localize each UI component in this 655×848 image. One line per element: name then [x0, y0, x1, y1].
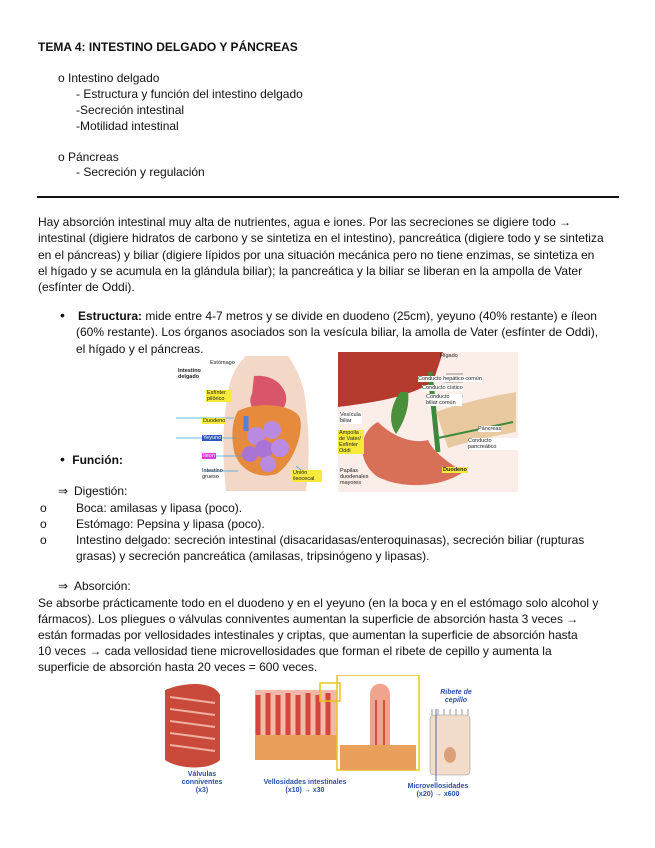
absorcion-line: 10 veces → cada vellosidad tiene microvellosidades que forman el ribete de cepillo y aumenta la — [38, 644, 552, 658]
absorcion-line: fármacos). Los pliegues o válvulas conniventes aumentan la superficie de absorción hasta 3 veces → — [38, 612, 579, 626]
label-duodeno: Duodeno — [203, 418, 226, 424]
digestion-item: grasas) y secreción pancreática (amilasas, tripsinógeno y lipasas). — [76, 549, 430, 563]
label-estomago: Estómago — [210, 360, 235, 366]
intro-paragraph — [38, 214, 618, 295]
figure-absorption-surface — [160, 675, 480, 805]
digestion-heading-text: Digestión: — [74, 484, 128, 498]
absorcion-line: Se absorbe prácticamente todo en el duodeno y en el yeyuno (en la boca y en el estómago solo alcohol y — [38, 596, 599, 610]
figure-liver-pancreas — [338, 352, 518, 492]
digestion-list — [40, 500, 620, 564]
implies-arrow-icon: ⇒ — [58, 579, 69, 593]
page-title: TEMA 4: INTESTINO DELGADO Y PÁNCREAS — [38, 40, 298, 54]
label-esfinter: Esfínter pilórico — [206, 390, 232, 402]
estructura-label: Estructura: — [78, 309, 143, 323]
label-ileon: Íleon — [203, 453, 215, 459]
absorcion-heading-text: Absorción: — [74, 579, 131, 593]
outline-subitem: -Motilidad intestinal — [76, 119, 179, 133]
estructura-text: el hígado y el páncreas. — [76, 341, 204, 356]
digestion-heading — [58, 484, 127, 498]
outline-subitem: -Secreción intestinal — [76, 103, 185, 117]
absorcion-paragraph — [38, 595, 618, 675]
figure-digestive-tract — [176, 356, 326, 491]
absorcion-heading — [58, 579, 131, 593]
label-duodeno2: Duodeno — [443, 467, 467, 473]
label-conducto-hepatico: Conducto hepático común — [418, 376, 482, 382]
funcion-label: Función: — [72, 453, 123, 467]
intro-line: en el páncreas) y biliar (digiere lípidos por una situación mecánica pero no tiene enzimas, se sintetiza en — [38, 247, 595, 262]
funcion-bullet — [60, 451, 123, 467]
label-conducto-cistico: Conducto cístico — [422, 385, 463, 391]
label-union-ileocecal: Unión ileocecal — [292, 470, 322, 482]
bullet-dot-icon: • — [60, 307, 65, 323]
divider-rule — [37, 196, 619, 198]
label-ampolla: Ampolla de Vater/ Esfínter Oddi — [338, 430, 364, 454]
estructura-text: (60% restante). Los órganos asociados son la vesícula biliar, la amolla de Vater (esfínter de Oddi), — [76, 325, 599, 340]
outline-subitem: - Secreción y regulación — [76, 165, 205, 179]
label-intestino-grueso: Intestino grueso — [202, 468, 223, 480]
intro-line: intestinal (digiere hidratos de carbono y se sintetiza en el intestino), pancreática (digiere todo y se sintetiza — [38, 231, 604, 246]
estructura-bullet — [60, 308, 620, 357]
label-intestino-delgado: Intestino delgado — [178, 368, 201, 380]
label-conducto-pancreatico: Conducto pancreático — [468, 438, 518, 450]
digestion-item: Estómago: Pepsina y lipasa (poco). — [76, 517, 265, 531]
label-conducto-biliar: Conducto biliar común — [426, 394, 462, 406]
outline-subitem: - Estructura y función del intestino delgado — [76, 87, 303, 101]
label-yeyuno: Yeyuno — [203, 435, 222, 441]
list-marker: o — [40, 533, 47, 547]
caption-valvulas: Válvulas conniventes (x3) — [181, 771, 223, 794]
label-pancreas: Páncreas — [478, 426, 502, 432]
implies-arrow-icon: ⇒ — [58, 484, 69, 498]
digestion-item: Boca: amilasas y lipasa (poco). — [76, 501, 243, 515]
caption-vellosidades: Vellosidades intestinales (x10) → x30 — [263, 779, 347, 794]
list-marker: o — [40, 517, 47, 531]
bullet-dot-icon: • — [60, 451, 65, 467]
absorcion-line: están formadas por vellosidades intestinales y criptas, que aumentan la superficie de absorción hasta — [38, 628, 578, 642]
intro-line: el hígado y se acumula en la glándula biliar); la pancreática y la biliar se liberan en la ampolla de Vater — [38, 263, 583, 278]
outline-item-pancreas: o Páncreas — [58, 150, 119, 164]
absorcion-line: superficie de absorción hasta 20 veces = 600 veces. — [38, 660, 318, 674]
estructura-text: mide entre 4-7 metros y se divide en duodeno (25cm), yeyuno (40% restante) e íleon — [142, 309, 597, 323]
label-higado: Hígado — [440, 353, 458, 359]
label-papilas: Papilas duodenales mayores — [340, 468, 369, 486]
caption-ribete: Ribete de cepillo — [440, 689, 472, 704]
label-vesicula: Vesícula biliar — [340, 412, 361, 424]
digestion-item: Intestino delgado: secreción intestinal (disacaridasas/enteroquinasas), secreción biliar (rupturas — [76, 533, 585, 547]
intro-line: Hay absorción intestinal muy alta de nutrientes, agua e iones. Por las secreciones se digiere todo → — [38, 215, 571, 229]
intro-line: (esfínter de Oddi). — [38, 280, 135, 295]
list-marker: o — [40, 501, 47, 515]
outline-item-intestino: o Intestino delgado — [58, 71, 160, 85]
caption-microvellosidades: Microvellosidades (x20) → x600 — [407, 783, 469, 798]
